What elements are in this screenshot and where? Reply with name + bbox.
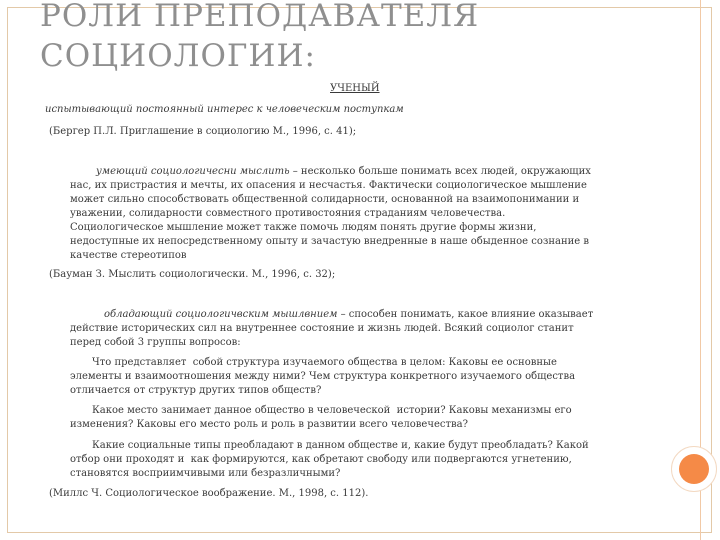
term-imagination: обладающий социологичвским мышлвнием [104, 309, 338, 320]
question-line: Что представляет собой структура изучаемого общества в целом: Каковы ее основные [92, 357, 557, 368]
reference-mills: (Миллс Ч. Социологическое воображение. М., 1998, с. 112). [49, 488, 369, 499]
paragraph-line: нас, их пристрастия и мечты, их опасения и несчастья. Фактически социологическое мышление [70, 180, 587, 191]
intro-text: испытывающий постоянный интерес к человеческим поступкам [45, 104, 404, 115]
question-line: Какое место занимает данное общество в человеческой истории? Каковы механизмы его [92, 405, 572, 416]
title-line-1: РОЛИ ПРЕПОДАВАТЕЛЯ [40, 0, 480, 34]
paragraph-line: Социологическое мышление может также помочь людям понять другие формы жизни, [70, 222, 537, 233]
decorative-orange-circle [679, 454, 709, 484]
question-line: отбор они проходят и как формируются, как обретают свободу или подвергаются угнетению, [70, 454, 572, 465]
term-thinking: умеющий социологичесни мыслить [96, 166, 290, 177]
reference-bauman: (Бауман З. Мыслить социологически. М., 1996, с. 32); [49, 269, 336, 280]
paragraph-line: обладающий социологичвским мышлвнием – способен понимать, какое влияние оказывает [104, 309, 594, 320]
paragraph-line: недоступные их непосредственному опыту и зачастую внедренные в наше обыденное сознание в [70, 236, 590, 247]
question-line: отличается от структур других типов обществ? [70, 385, 322, 396]
section-heading: УЧЕНЫЙ [330, 83, 380, 94]
paragraph-line: может сильно способствовать общественной солидарности, основанной на взаимопонимании и [70, 194, 580, 205]
paragraph-line: уважении, солидарности совместного противостояния страданиям человечества. [70, 208, 506, 219]
paragraph-line: умеющий социологичесни мыслить – несколько больше понимать всех людей, окружающих [96, 166, 591, 177]
question-line: изменения? Каковы его место роль и роль в развитии всего человечества? [70, 419, 468, 430]
reference-berger: (Бергер П.Л. Приглашение в социологию М., 1996, с. 41); [49, 126, 357, 137]
slide-title [40, 0, 479, 76]
paragraph-line: действие исторических сил на внутреннее состояние и жизнь людей. Всякий социолог станит [70, 323, 574, 334]
question-line: элементы и взаимоотношения между ними? Чем структура конкретного изучаемого общества [70, 371, 576, 382]
paragraph-line: перед собой 3 группы вопросов: [70, 337, 241, 348]
question-line: Какие социальные типы преобладают в данном обществе и, какие будут преобладать? Какой [92, 440, 589, 451]
title-line-2: СОЦИОЛОГИИ: [40, 38, 316, 74]
paragraph-line: качестве стереотипов [70, 250, 187, 261]
question-line: становятся восприимчивыми или безразличными? [70, 468, 341, 479]
